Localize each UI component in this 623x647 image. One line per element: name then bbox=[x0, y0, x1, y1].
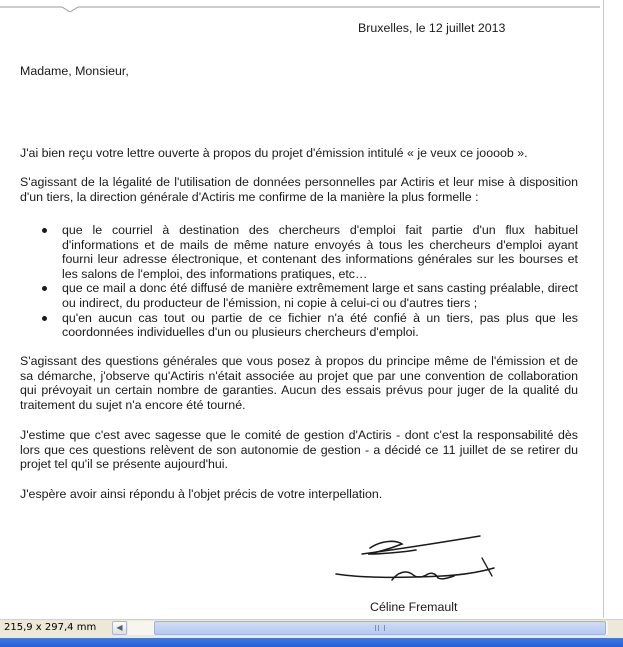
list-item bbox=[40, 281, 578, 310]
list-item-text: que ce mail a donc été diffusé de manière extrêmement large et sans casting préalable, direct ou indirect, du producteur de l'émission, ni copie à celui-ci ou d'autres tiers ; bbox=[62, 281, 578, 310]
taskbar-strip bbox=[0, 638, 623, 647]
confirmation-list bbox=[40, 223, 578, 340]
scroll-grip-icon bbox=[375, 625, 385, 631]
paragraph-closing: J'espère avoir ainsi répondu à l'objet précis de votre interpellation. bbox=[20, 487, 383, 501]
paragraph-committee: J'estime que c'est avec sagesse que le comité de gestion d'Actiris - dont c'est la responsabilité dès lors que ces questions relèvent de son autonomie de gestion - a décidé ce 11 juillet de se retirer du projet tel qu'il se présente aujourd'hui. bbox=[20, 428, 578, 472]
bullet-icon bbox=[42, 286, 47, 291]
scroll-left-arrow-icon[interactable]: ◀ bbox=[112, 621, 127, 635]
letter-date: Bruxelles, le 12 juillet 2013 bbox=[358, 21, 506, 35]
page-right-edge bbox=[603, 0, 604, 618]
page-size-indicator: 215,9 x 297,4 mm bbox=[4, 622, 97, 633]
list-item-text: que le courriel à destination des chercheurs d'emploi fait partie d'un flux habituel d'informations et de mails de même nature envoyés à tous les chercheurs d'emploi ayant fourni leur adresse électronique, et contenant des informations générales sur les bourses et les salons de l'emploi, des informations pratiques, etc… bbox=[62, 223, 578, 281]
page-top-edge bbox=[0, 0, 600, 12]
list-item-text: qu'en aucun cas tout ou partie de ce fichier n'a été confié à un tiers, pas plus que les coordonnées individuelles d'un ou plusieurs chercheurs d'emploi. bbox=[62, 310, 578, 340]
signer-name: Céline Fremault bbox=[370, 600, 458, 614]
bullet-icon bbox=[42, 316, 47, 321]
list-item bbox=[40, 223, 578, 281]
paragraph-intro: J'ai bien reçu votre lettre ouverte à propos du projet d'émission intitulé « je veux ce joooob ». bbox=[20, 146, 528, 160]
horizontal-scrollbar[interactable] bbox=[128, 621, 608, 635]
viewer-status-bar bbox=[0, 618, 623, 638]
paragraph-questions: S'agissant des questions générales que vous posez à propos du principe même de l'émission et de sa démarche, j'observe qu'Actiris n'était associée au projet que par une convention de collaboration qui prévoyait un certain nombre de garanties. Aucun des essais prévus pour juger de la qualité du traitement du sujet n'a encore été tourné. bbox=[20, 354, 578, 412]
list-item bbox=[40, 311, 578, 340]
paragraph-legality: S'agissant de la légalité de l'utilisation de données personnelles par Actiris et leur mise à disposition d'un tiers, la direction générale d'Actiris me confirme de la manière la plus formelle : bbox=[20, 175, 578, 204]
handwritten-signature bbox=[332, 524, 502, 594]
scrollbar-thumb[interactable] bbox=[154, 621, 606, 635]
letter-salutation: Madame, Monsieur, bbox=[20, 64, 129, 78]
bullet-icon bbox=[42, 228, 47, 233]
